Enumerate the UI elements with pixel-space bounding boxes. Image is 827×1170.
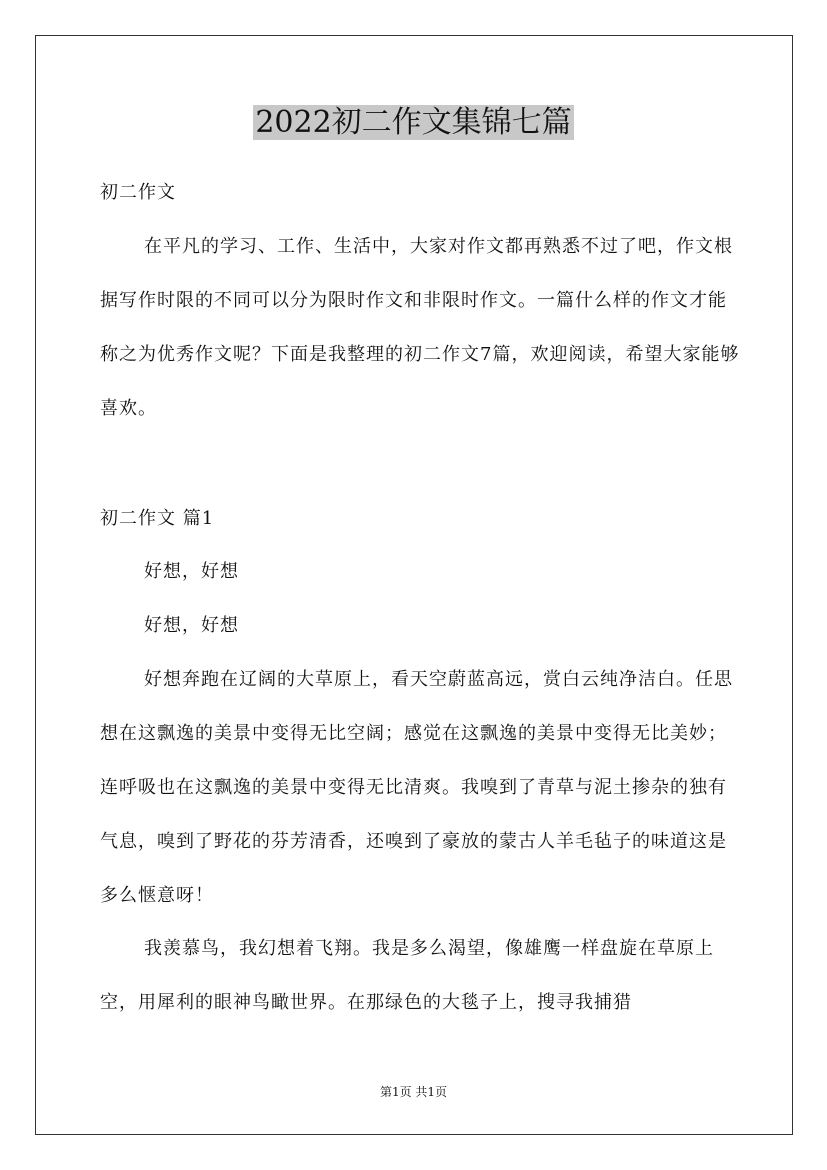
document-title [0,103,827,143]
document-title-text: 2022初二作文集锦七篇 [255,105,572,140]
body-paragraph-4: 我羡慕鸟，我幻想着飞翔。我是多么渴望，像雄鹰一样盘旋在草原上空，用犀利的眼神鸟瞰世界。在那绿色的大毯子上，搜寻我捕猎 [100,938,714,1013]
body-paragraph-2: 好想，好想 [144,615,239,636]
intro-heading: 初二作文 [100,182,176,203]
intro-paragraph: 在平凡的学习、工作、生活中，大家对作文都再熟悉不过了吧，作文根据写作时限的不同可以分为限时作文和非限时作文。一篇什么样的作文才能称之为优秀作文呢？下面是我整理的初二作文7篇，欢迎阅读，希望大家能够喜欢。 [100,236,740,419]
section-heading: 初二作文 篇1 [100,508,215,529]
body-paragraph-1: 好想，好想 [144,561,239,582]
page-footer: 第1页 共1页 [379,1085,448,1099]
body-paragraph-3: 好想奔跑在辽阔的大草原上，看天空蔚蓝高远，赏白云纯净洁白。任思想在这飘逸的美景中变得无比空阔；感觉在这飘逸的美景中变得无比美妙；连呼吸也在这飘逸的美景中变得无比清爽。我嗅到了青草与泥土掺杂的独有气息，嗅到了野花的芬芳清香，还嗅到了豪放的蒙古人羊毛毡子的味道这是多么惬意呀！ [100,669,733,906]
